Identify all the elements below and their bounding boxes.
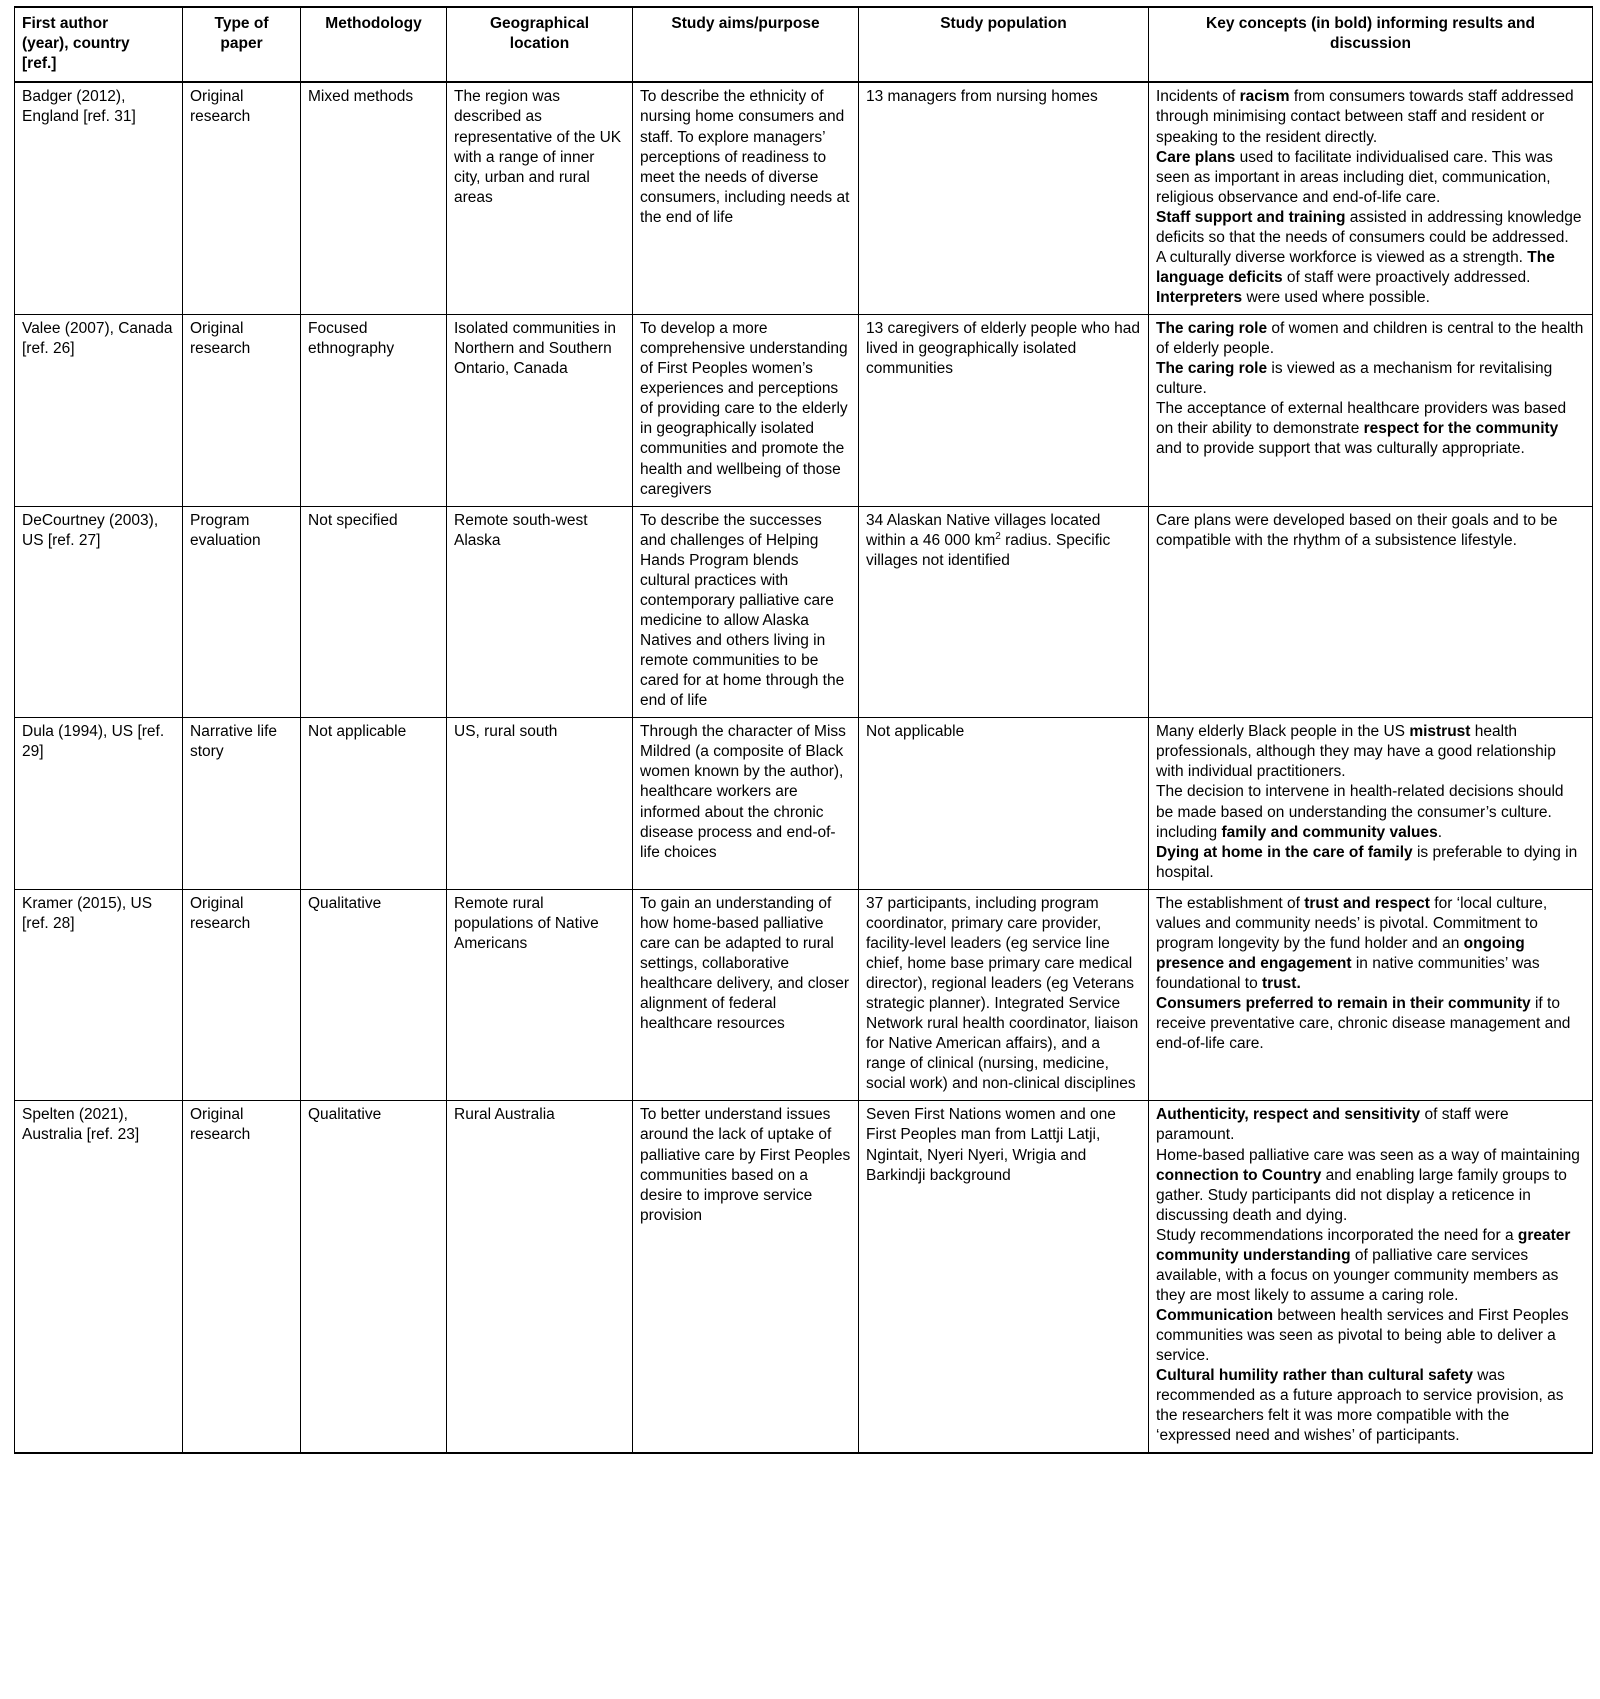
table-row bbox=[15, 718, 1593, 890]
header-line: [ref.] bbox=[22, 55, 57, 73]
table-row bbox=[15, 506, 1593, 718]
cell-type-of-paper: Original research bbox=[183, 315, 301, 507]
header-row bbox=[15, 7, 1593, 82]
cell-type-of-paper: Original research bbox=[183, 82, 301, 314]
cell-study-aims: To gain an understanding of how home-based palliative care can be adapted to rural settings, collaborative healthcare delivery, and closer alignment of federal healthcare resources bbox=[633, 889, 859, 1101]
header-line: Study population bbox=[940, 15, 1067, 32]
header-line: location bbox=[509, 35, 570, 53]
cell-methodology: Qualitative bbox=[301, 1101, 447, 1454]
header-line: paper bbox=[220, 35, 263, 53]
column-header-methodology bbox=[301, 7, 447, 82]
cell-type-of-paper: Program evaluation bbox=[183, 506, 301, 718]
cell-first-author: Kramer (2015), US [ref. 28] bbox=[15, 889, 183, 1101]
cell-geographical-location: US, rural south bbox=[447, 718, 633, 890]
table-row bbox=[15, 315, 1593, 507]
cell-study-aims: To describe the ethnicity of nursing home consumers and staff. To explore managers’ perceptions of readiness to meet the needs of diverse consumers, including needs at the end of life bbox=[633, 82, 859, 314]
cell-first-author: Badger (2012), England [ref. 31] bbox=[15, 82, 183, 314]
cell-geographical-location: Remote rural populations of Native Americans bbox=[447, 889, 633, 1101]
header-line: Key concepts (in bold) informing results and bbox=[1206, 15, 1535, 32]
cell-geographical-location: The region was described as representative of the UK with a range of inner city, urban and rural areas bbox=[447, 82, 633, 314]
cell-geographical-location: Remote south-west Alaska bbox=[447, 506, 633, 718]
cell-study-population: 37 participants, including program coordinator, primary care provider, facility-level leaders (eg service line chief, home base primary care medical director), regional leaders (eg Veterans strategic planner). Integrated Service Network rural health coordinator, liaison for Native American affairs), and a range of clinical (nursing, medicine, social work) and non-clinical disciplines bbox=[859, 889, 1149, 1101]
cell-key-concepts: The caring role of women and children is central to the health of elderly people. The caring role is viewed as a mechanism for revitalising culture. The acceptance of external healthcare providers was based on their ability to demonstrate respect for the community and to provide support that was culturally appropriate. bbox=[1149, 315, 1593, 507]
header-line: (year), country bbox=[22, 35, 130, 53]
cell-geographical-location: Rural Australia bbox=[447, 1101, 633, 1454]
cell-geographical-location: Isolated communities in Northern and Southern Ontario, Canada bbox=[447, 315, 633, 507]
cell-key-concepts: Authenticity, respect and sensitivity of staff were paramount. Home-based palliative care was seen as a way of maintaining connection to Country and enabling large family groups to gather. Study participants did not display a reticence in discussing death and dying. Study recommendations incorporated the need for a greater community understanding of palliative care services available, with a focus on younger community members as they are most likely to assume a caring role. Communication between health services and First Peoples communities was seen as pivotal to being able to deliver a service. Cultural humility rather than cultural safety was recommended as a future approach to service provision, as the researchers felt it was more compatible with the ‘expressed need and wishes’ of participants. bbox=[1156, 1106, 1580, 1445]
cell-study-population: 13 caregivers of elderly people who had lived in geographically isolated communities bbox=[859, 315, 1149, 507]
cell-methodology: Not specified bbox=[301, 506, 447, 718]
cell-methodology: Qualitative bbox=[301, 889, 447, 1101]
cell-type-of-paper: Narrative life story bbox=[183, 718, 301, 890]
cell-type-of-paper: Original research bbox=[183, 1101, 301, 1454]
cell-first-author: Valee (2007), Canada [ref. 26] bbox=[15, 315, 183, 507]
cell-study-aims: Through the character of Miss Mildred (a composite of Black women known by the author), healthcare workers are informed about the chronic disease process and end-of-life choices bbox=[633, 718, 859, 890]
table-row bbox=[15, 82, 1593, 314]
cell-study-population: 13 managers from nursing homes bbox=[859, 82, 1149, 314]
cell-first-author: DeCourtney (2003), US [ref. 27] bbox=[15, 506, 183, 718]
cell-type-of-paper: Original research bbox=[183, 889, 301, 1101]
cell-study-population: Seven First Nations women and one First Peoples man from Lattji Latji, Ngintait, Nyeri Nyeri, Wrigia and Barkindji background bbox=[859, 1101, 1149, 1454]
table-row bbox=[15, 1101, 1593, 1454]
cell-first-author: Dula (1994), US [ref. 29] bbox=[15, 718, 183, 890]
header-line: Methodology bbox=[325, 15, 422, 32]
cell-key-concepts: Incidents of racism from consumers towards staff addressed through minimising contact between staff and resident or speaking to the resident directly. Care plans used to facilitate individualised care. This was seen as important in areas including diet, communication, religious observance and end-of-life care. Staff support and training assisted in addressing knowledge deficits so that the needs of consumers could be addressed. A culturally diverse workforce is viewed as a strength. The language deficits of staff were proactively addressed. Interpreters were used where possible. bbox=[1149, 82, 1593, 314]
column-header-study-aims bbox=[633, 7, 859, 82]
header-line: Type of bbox=[214, 15, 269, 32]
table-body bbox=[15, 82, 1593, 1453]
cell-study-aims: To develop a more comprehensive understanding of First Peoples women’s experiences and perceptions of providing care to the elderly in geographically isolated communities and promote the health and wellbeing of those caregivers bbox=[633, 315, 859, 507]
cell-key-concepts: Many elderly Black people in the US mistrust health professionals, although they may have a good relationship with individual practitioners. The decision to intervene in health-related decisions should be made based on understanding the consumer’s culture. including family and community values. Dying at home in the care of family is preferable to dying in hospital. bbox=[1149, 718, 1593, 890]
header-line: discussion bbox=[1330, 35, 1411, 53]
cell-study-population: 34 Alaskan Native villages located within a 46 000 $km^2$ radius. Specific villages not identified bbox=[859, 506, 1149, 718]
column-header-first-author bbox=[15, 7, 183, 82]
cell-methodology: Focused ethnography bbox=[301, 315, 447, 507]
column-header-key-concepts bbox=[1149, 7, 1593, 82]
column-header-type-of-paper bbox=[183, 7, 301, 82]
cell-first-author: Spelten (2021), Australia [ref. 23] bbox=[15, 1101, 183, 1454]
table-row bbox=[15, 889, 1593, 1101]
header-line: Geographical bbox=[489, 15, 590, 32]
cell-key-concepts: The establishment of trust and respect for ‘local culture, values and community needs’ is pivotal. Commitment to program longevity by the fund holder and an ongoing presence and engagement in native communities’ was foundational to trust. Consumers preferred to remain in their community if to receive preventative care, chronic disease management and end-of-life care. bbox=[1149, 889, 1593, 1101]
column-header-study-population bbox=[859, 7, 1149, 82]
cell-methodology: Not applicable bbox=[301, 718, 447, 890]
header-line: Study aims/purpose bbox=[671, 15, 820, 32]
cell-study-population: Not applicable bbox=[859, 718, 1149, 890]
cell-study-aims: To describe the successes and challenges of Helping Hands Program blends cultural practices with contemporary palliative care medicine to allow Alaska Natives and others living in remote communities to be cared for at home through the end of life bbox=[633, 506, 859, 718]
study-characteristics-table bbox=[14, 6, 1593, 1454]
cell-key-concepts: Care plans were developed based on their goals and to be compatible with the rhythm of a subsistence lifestyle. bbox=[1149, 506, 1593, 718]
cell-methodology: Mixed methods bbox=[301, 82, 447, 314]
table-header bbox=[15, 7, 1593, 82]
column-header-geographical-location bbox=[447, 7, 633, 82]
header-line: First author bbox=[22, 15, 109, 32]
cell-study-aims: To better understand issues around the lack of uptake of palliative care by First Peoples communities based on a desire to improve service provision bbox=[633, 1101, 859, 1454]
